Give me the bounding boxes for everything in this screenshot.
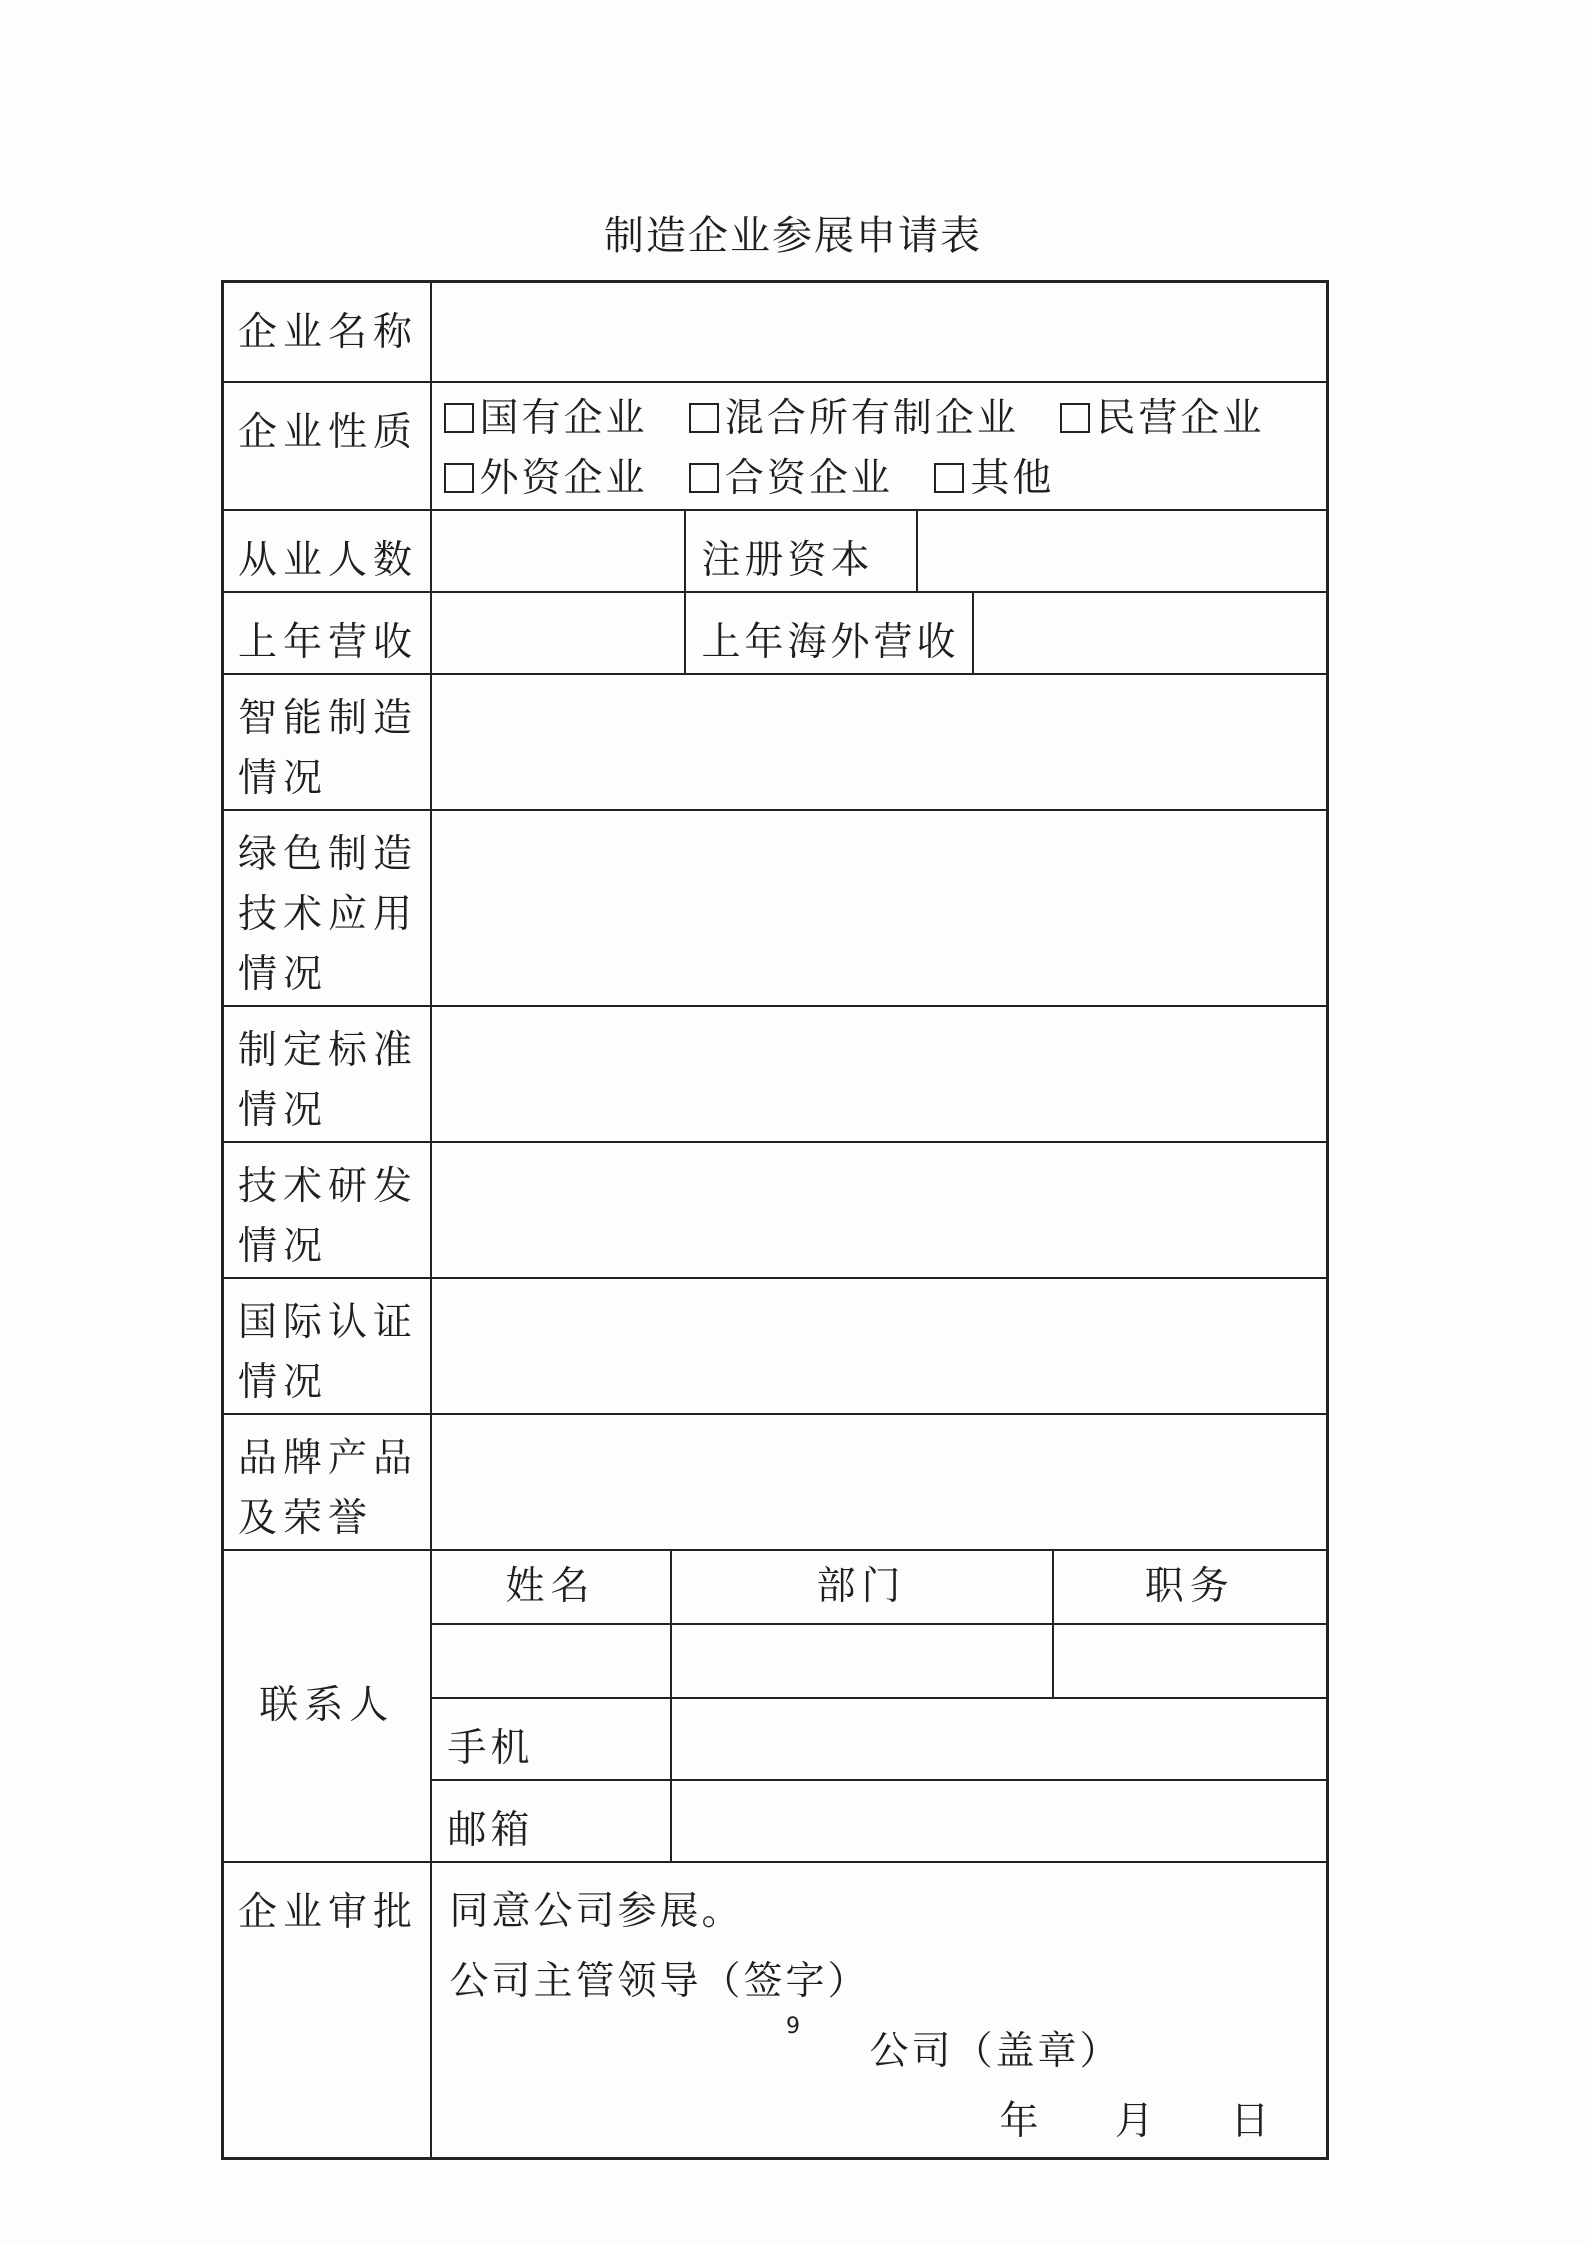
registered-capital-label: 注册资本 [685, 510, 917, 592]
overseas-revenue-label: 上年海外营收 [685, 592, 973, 674]
standards-label: 制定标准情况 [223, 1006, 431, 1142]
brand-honors-label: 品牌产品及荣誉 [223, 1414, 431, 1550]
contact-position-header: 职务 [1053, 1550, 1328, 1624]
date-year: 年 [999, 2098, 1042, 2144]
approval-signature: 公司主管领导（签字） [449, 1958, 870, 2004]
company-name-label: 企业名称 [223, 282, 431, 382]
green-manufacturing-label: 绿色制造技术应用情况 [223, 810, 431, 1006]
option-state-owned[interactable]: 国有企业 [444, 389, 648, 449]
contact-name-header: 姓名 [431, 1550, 671, 1624]
certification-label: 国际认证情况 [223, 1278, 431, 1414]
smart-manufacturing-field[interactable] [431, 674, 1328, 810]
contact-position-field[interactable] [1053, 1624, 1328, 1698]
date-day: 日 [1230, 2098, 1273, 2144]
approval-label: 企业审批 [223, 1862, 431, 2159]
employees-label: 从业人数 [223, 510, 431, 592]
approval-seal: 公司（盖章） [869, 2028, 1122, 2074]
contact-label: 联系人 [223, 1550, 431, 1862]
revenue-field[interactable] [431, 592, 685, 674]
email-label: 邮箱 [431, 1780, 671, 1862]
standards-field[interactable] [431, 1006, 1328, 1142]
contact-dept-header: 部门 [671, 1550, 1053, 1624]
checkbox-icon[interactable] [689, 463, 719, 493]
email-field[interactable] [671, 1780, 1328, 1862]
option-private[interactable]: 民营企业 [1060, 389, 1264, 449]
option-other[interactable]: 其他 [934, 449, 1054, 509]
revenue-label: 上年营收 [223, 592, 431, 674]
certification-field[interactable] [431, 1278, 1328, 1414]
approval-block [431, 1862, 1328, 2159]
smart-manufacturing-label: 智能制造情况 [223, 674, 431, 810]
page-title: 制造企业参展申请表 [604, 213, 982, 259]
page-number: 9 [786, 2014, 800, 2039]
approval-date [450, 2087, 1327, 2157]
approval-consent: 同意公司参展。 [449, 1888, 744, 1934]
brand-honors-field[interactable] [431, 1414, 1328, 1550]
overseas-revenue-field[interactable] [973, 592, 1328, 674]
checkbox-icon[interactable] [934, 463, 964, 493]
checkbox-icon[interactable] [444, 403, 474, 433]
contact-name-field[interactable] [431, 1624, 671, 1698]
mobile-label: 手机 [431, 1698, 671, 1780]
option-mixed-ownership[interactable]: 混合所有制企业 [689, 389, 1019, 449]
application-form [221, 280, 1329, 2160]
registered-capital-field[interactable] [917, 510, 1328, 592]
option-joint-venture[interactable]: 合资企业 [689, 449, 893, 509]
checkbox-icon[interactable] [1060, 403, 1090, 433]
rnd-label: 技术研发情况 [223, 1142, 431, 1278]
rnd-field[interactable] [431, 1142, 1328, 1278]
date-month: 月 [1114, 2098, 1157, 2144]
mobile-field[interactable] [671, 1698, 1328, 1780]
company-type-options [431, 382, 1328, 510]
green-manufacturing-field[interactable] [431, 810, 1328, 1006]
checkbox-icon[interactable] [689, 403, 719, 433]
company-name-field[interactable] [431, 282, 1328, 382]
checkbox-icon[interactable] [444, 463, 474, 493]
employees-field[interactable] [431, 510, 685, 592]
option-foreign[interactable]: 外资企业 [444, 449, 648, 509]
contact-dept-field[interactable] [671, 1624, 1053, 1698]
company-type-label: 企业性质 [223, 382, 431, 510]
